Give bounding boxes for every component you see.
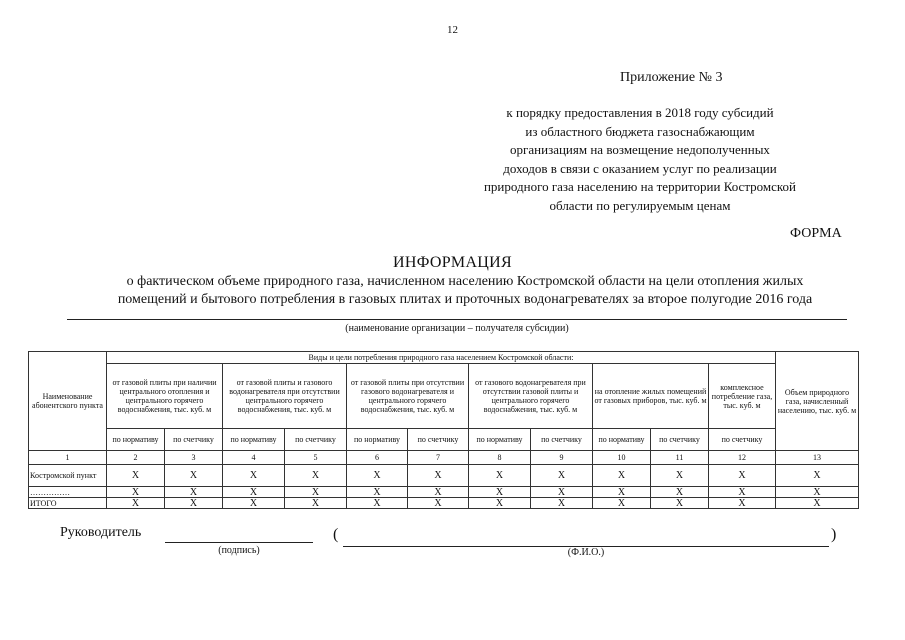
- table-cell: X: [408, 487, 469, 498]
- table-cell: X: [531, 487, 593, 498]
- group-header: от газового водонагревателя при отсутствии газовой плиты и центрального горячего водоснабжения, тыс. куб. м: [469, 364, 593, 429]
- table-cell: X: [709, 498, 776, 509]
- subheader-norm: по нормативу: [107, 429, 165, 451]
- basis-line: к порядку предоставления в 2018 году субсидий: [506, 105, 774, 120]
- table-cell: X: [531, 498, 593, 509]
- document-subtitle: [40, 273, 890, 309]
- table-cell: X: [709, 487, 776, 498]
- subtitle-line: помещений и бытового потребления в газовых плитах и проточных водонагревателях за второе полугодие 2016 года: [117, 292, 813, 307]
- table-cell: X: [531, 465, 593, 487]
- table-cell: X: [347, 487, 408, 498]
- organization-caption: (наименование организации – получателя субсидии): [345, 323, 569, 334]
- subheader-norm: по нормативу: [347, 429, 408, 451]
- row-name: Костромской пункт: [29, 465, 107, 487]
- table-cell: X: [651, 498, 709, 509]
- signer-label: Руководитель: [60, 525, 142, 540]
- table-cell: X: [347, 498, 408, 509]
- basis-line: природного газа населению на территории Костромской: [483, 179, 797, 194]
- header-consumption-types: Виды и цели потребления природного газа населением Костромской области:: [107, 352, 776, 364]
- subheader-meter: по счетчику: [531, 429, 593, 451]
- appendix-basis: [455, 104, 825, 215]
- table-cell: X: [165, 465, 223, 487]
- column-number: 7: [408, 451, 469, 465]
- table-cell: X: [776, 498, 859, 509]
- subheader-meter: по счетчику: [165, 429, 223, 451]
- column-number: 8: [469, 451, 531, 465]
- column-number: 6: [347, 451, 408, 465]
- subheader-meter: по счетчику: [285, 429, 347, 451]
- subheader-norm: по нормативу: [223, 429, 285, 451]
- column-number: 1: [29, 451, 107, 465]
- fio-caption: (Ф.И.О.): [567, 547, 605, 558]
- table-cell: X: [107, 465, 165, 487]
- subheader-meter: по счетчику: [709, 429, 776, 451]
- gas-volume-table: [28, 351, 859, 509]
- basis-line: из областного бюджета газоснабжающим: [525, 123, 755, 139]
- table-cell: X: [107, 487, 165, 498]
- table-cell: X: [709, 465, 776, 487]
- row-name: ИТОГО: [29, 498, 107, 509]
- subheader-norm: по нормативу: [593, 429, 651, 451]
- table-cell: X: [408, 465, 469, 487]
- subheader-meter: по счетчику: [408, 429, 469, 451]
- table-row: [29, 465, 859, 487]
- table-cell: X: [651, 487, 709, 498]
- column-number: 3: [165, 451, 223, 465]
- basis-line: области по регулируемым ценам: [549, 197, 731, 213]
- table-cell: X: [347, 465, 408, 487]
- fio-open-paren: (: [333, 526, 339, 543]
- table-cell: X: [165, 498, 223, 509]
- table-cell: X: [593, 487, 651, 498]
- header-subscriber-point: Наименование абонентского пункта: [29, 352, 107, 451]
- subtitle-line: о фактическом объеме природного газа, начисленном населению Костромской области на цели отопления жилых: [126, 274, 804, 289]
- column-number: 12: [709, 451, 776, 465]
- signature-caption: (подпись): [218, 545, 260, 556]
- subheader-norm: по нормативу: [469, 429, 531, 451]
- document-title: ИНФОРМАЦИЯ: [393, 254, 512, 271]
- page-number: 12: [447, 24, 458, 36]
- group-header: комплексное потребление газа, тыс. куб. м: [709, 364, 776, 429]
- group-header: от газовой плиты при отсутствии газового водонагревателя и центрального горячего водоснабжения, тыс. куб. м: [347, 364, 469, 429]
- table-cell: X: [107, 498, 165, 509]
- table-cell: X: [469, 465, 531, 487]
- header-total-volume: Объем природного газа, начисленный населению, тыс. куб. м: [776, 352, 859, 451]
- table-cell: X: [165, 487, 223, 498]
- table-cell: X: [593, 465, 651, 487]
- row-name: ……………: [29, 487, 107, 498]
- table-cell: X: [776, 465, 859, 487]
- subheader-meter: по счетчику: [651, 429, 709, 451]
- column-number: 5: [285, 451, 347, 465]
- signature-line: [165, 542, 313, 543]
- group-header: на отопление жилых помещений от газовых приборов, тыс. куб. м: [593, 364, 709, 429]
- table-cell: X: [651, 465, 709, 487]
- column-number: 4: [223, 451, 285, 465]
- organization-name-line: [67, 319, 847, 320]
- column-number: 13: [776, 451, 859, 465]
- table-cell: X: [285, 465, 347, 487]
- table-cell: X: [223, 498, 285, 509]
- table-row-total: [29, 498, 859, 509]
- table-cell: X: [593, 498, 651, 509]
- table-cell: X: [469, 487, 531, 498]
- table-cell: X: [408, 498, 469, 509]
- fio-close-paren: ): [831, 526, 837, 543]
- column-number: 2: [107, 451, 165, 465]
- group-header: от газовой плиты и газового водонагревателя при отсутствии центрального горячего водоснабжения, тыс. куб. м: [223, 364, 347, 429]
- column-number: 10: [593, 451, 651, 465]
- group-header: от газовой плиты при наличии центрального отопления и центрального горячего водоснабжения, тыс. куб. м: [107, 364, 223, 429]
- form-label: ФОРМА: [790, 226, 842, 241]
- basis-line: доходов в связи с оказанием услуг по реализации: [503, 160, 777, 176]
- table-row: [29, 487, 859, 498]
- column-number: 9: [531, 451, 593, 465]
- appendix-label: Приложение № 3: [620, 70, 723, 85]
- column-number: 11: [651, 451, 709, 465]
- table-cell: X: [223, 487, 285, 498]
- table-cell: X: [285, 498, 347, 509]
- table-cell: X: [285, 487, 347, 498]
- table-cell: X: [776, 487, 859, 498]
- basis-line: организациям на возмещение недополученных: [510, 142, 770, 157]
- table-cell: X: [469, 498, 531, 509]
- table-cell: X: [223, 465, 285, 487]
